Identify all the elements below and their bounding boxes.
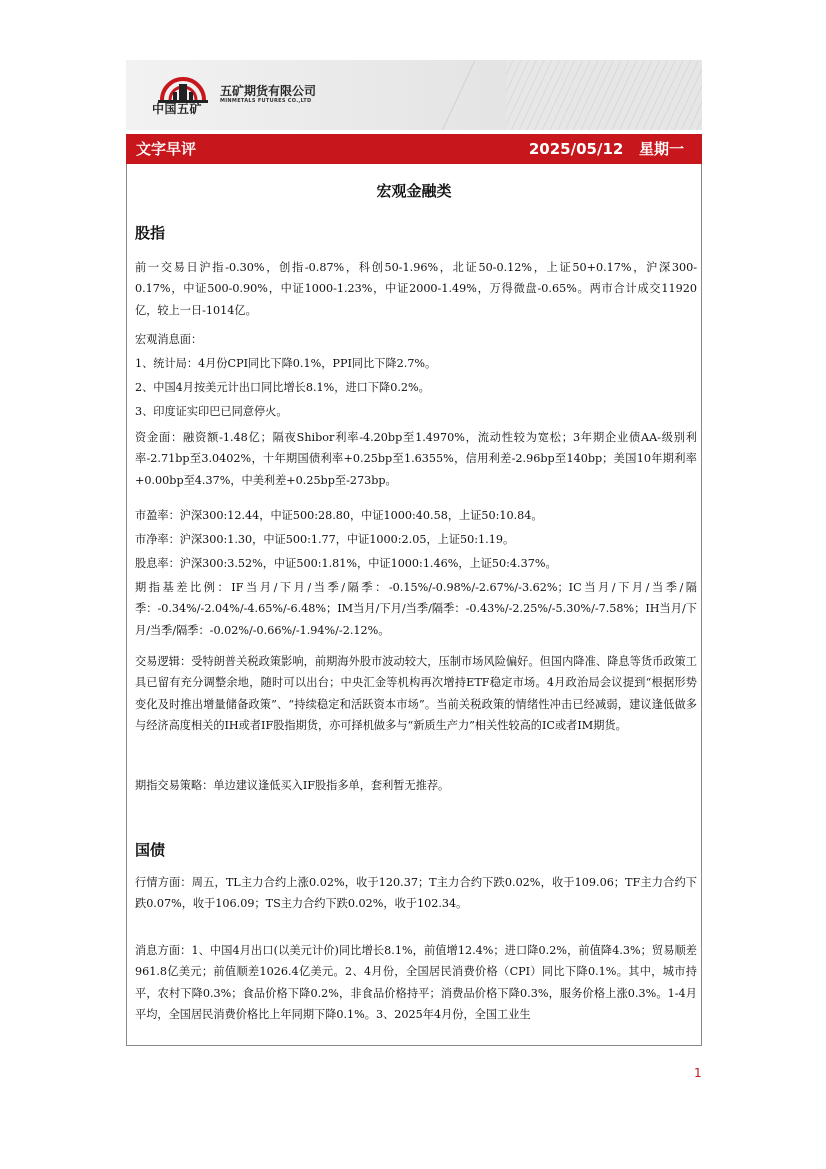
report-date: 2025/05/12 星期一 — [528, 140, 684, 158]
content-box — [126, 164, 702, 1046]
company-name-cn: 五矿期货有限公司 — [220, 84, 317, 98]
paragraph: 前一交易日沪指-0.30%，创指-0.87%，科创50-1.96%，北证50-0.12%，上证50+0.17%，沪深300-0.17%，中证500-0.90%，中证1000-1.23%，中证2000-1.49%，万得微盘-0.65%。两市合计成交11920亿，较上一日-1014亿。 — [135, 261, 697, 317]
paragraph: 期指基差比例：IF当月/下月/当季/隔季：-0.15%/-0.98%/-2.67%/-3.62%；IC当月/下月/当季/隔季：-0.34%/-2.04%/-4.65%/-6.48%；IM当月/下月/当季/隔季：-0.43%/-2.25%/-5.30%/-7.58%；IH当月/下月/当季/隔季：-0.02%/-0.66%/-1.94%/-2.12%。 — [135, 581, 697, 637]
paragraph: 市盈率：沪深300:12.44，中证500:28.80，中证1000:40.58，上证50:10.84。 — [135, 509, 543, 522]
paragraph: 2、中国4月按美元计出口同比增长8.1%，进口下降0.2%。 — [135, 381, 430, 394]
paragraph: 交易逻辑：受特朗普关税政策影响，前期海外股市波动较大，压制市场风险偏好。但国内降准、降息等货币政策工具已留有充分调整余地，随时可以出台；中央汇金等机构再次增持ETF稳定市场。4月政治局会议提到“根据形势变化及时推出增量储备政策”、“持续稳定和活跃资本市场”。当前关税政策的情绪性冲击已经减弱，建议逢低做多与经济高度相关的IH或者IF股指期货，亦可择机做多与“新质生产力”相关性较高的IC或者IM期货。 — [135, 655, 697, 733]
paragraph: 宏观消息面： — [135, 333, 203, 346]
paragraph: 资金面：融资额-1.48亿；隔夜Shibor利率-4.20bp至1.4970%，流动性较为宽松；3年期企业债AA-级别利率-2.71bp至3.0402%，十年期国债利率+0.25bp至1.6355%，信用利差-2.96bp至140bp；美国10年期利率+0.00bp至4.37%，中美利差+0.25bp至-273bp。 — [135, 431, 697, 487]
header-banner — [126, 60, 702, 130]
heading-stock-index: 股指 — [135, 224, 166, 242]
paragraph: 3、印度证实印巴已同意停火。 — [135, 405, 288, 418]
paragraph: 期指交易策略：单边建议逢低买入IF股指多单，套利暂无推荐。 — [135, 779, 450, 792]
company-name-en: MINMETALS FUTURES CO.,LTD — [220, 98, 312, 104]
title-bar — [126, 134, 702, 164]
paragraph: 股息率：沪深300:3.52%，中证500:1.81%，中证1000:1.46%，上证50:4.37%。 — [135, 557, 557, 570]
minmetals-logo-icon — [154, 70, 212, 104]
report-title: 文字早评 — [136, 140, 197, 158]
banner-decoration-pattern — [506, 60, 702, 130]
page-number: 1 — [694, 1066, 702, 1080]
paragraph: 行情方面：周五，TL主力合约上涨0.02%，收于120.37；T主力合约下跌0.02%，收于109.06；TF主力合约下跌0.07%，收于106.09；TS主力合约下跌0.02%，收于102.34。 — [135, 876, 697, 911]
paragraph: 消息方面：1、中国4月出口(以美元计价)同比增长8.1%，前值增12.4%；进口降0.2%，前值降4.3%；贸易顺差961.8亿美元；前值顺差1026.4亿美元。2、4月份，全国居民消费价格（CPI）同比下降0.1%。其中，城市持平，农村下降0.3%；食品价格下降0.2%，非食品价格持平；消费品价格下降0.3%，服务价格上涨0.3%。1-4月平均，全国居民消费价格比上年同期下降0.1%。3、2025年4月份，全国工业生 — [135, 944, 697, 1022]
paragraph: 市净率：沪深300:1.30，中证500:1.77，中证1000:2.05，上证50:1.19。 — [135, 533, 515, 546]
section-title: 宏观金融类 — [376, 182, 452, 200]
logo-text: 中国五矿 — [152, 102, 203, 116]
paragraph: 1、统计局：4月份CPI同比下降0.1%，PPI同比下降2.7%。 — [135, 357, 437, 370]
heading-treasury: 国债 — [135, 841, 166, 859]
